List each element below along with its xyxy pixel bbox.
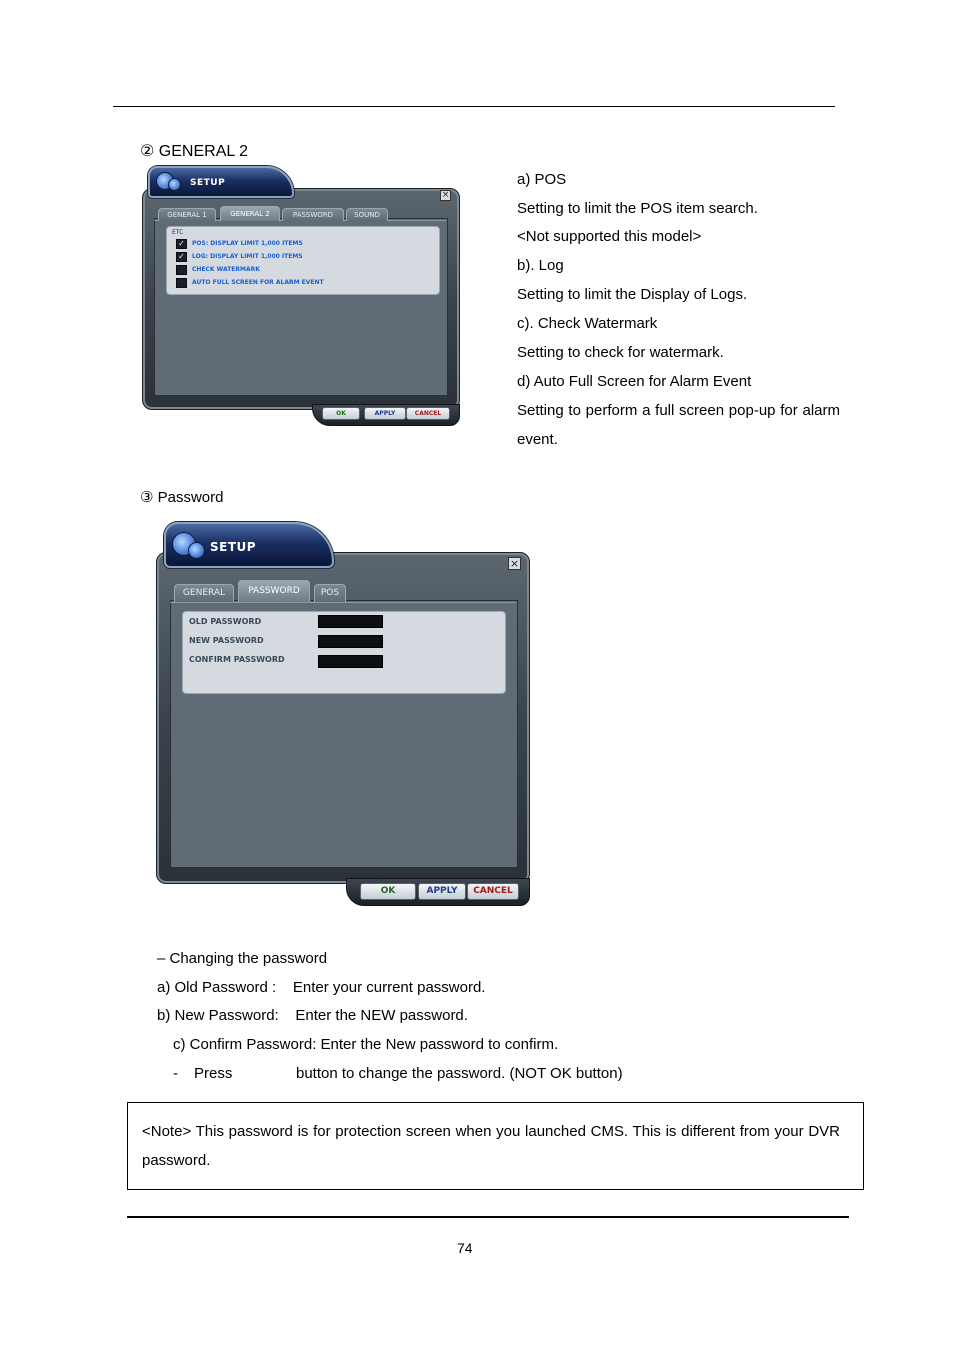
password-heading: ③ Password bbox=[140, 489, 224, 506]
press-dash: - bbox=[173, 1065, 178, 1082]
old-password-field[interactable] bbox=[318, 615, 383, 628]
watermark-description: Setting to check for watermark. bbox=[517, 344, 724, 361]
log-limit-checkbox[interactable]: ✓ bbox=[176, 252, 187, 262]
tab-pos[interactable]: POS bbox=[314, 584, 346, 602]
new-password-instruction: b) New Password: Enter the NEW password. bbox=[157, 1007, 468, 1024]
old-password-label: OLD PASSWORD bbox=[189, 617, 262, 626]
gear-icon-small bbox=[168, 178, 181, 191]
confirm-password-instruction: c) Confirm Password: Enter the New password to confirm. bbox=[173, 1036, 559, 1053]
log-description: Setting to limit the Display of Logs. bbox=[517, 286, 748, 303]
ok-button[interactable]: OK bbox=[322, 407, 360, 420]
footer-rule bbox=[127, 1216, 849, 1218]
note-box bbox=[127, 1102, 864, 1190]
pos-title: a) POS bbox=[517, 171, 567, 188]
ok-button[interactable]: OK bbox=[360, 883, 416, 900]
close-icon[interactable]: × bbox=[441, 190, 450, 200]
log-title: b). Log bbox=[517, 257, 564, 274]
press-instruction-rest: button to change the password. (NOT OK button) bbox=[296, 1065, 623, 1082]
gear-icon-small bbox=[188, 542, 205, 559]
header-rule bbox=[113, 106, 835, 107]
log-limit-label: LOG: DISPLAY LIMIT 1,000 ITEMS bbox=[192, 253, 303, 260]
pos-limit-checkbox[interactable]: ✓ bbox=[176, 239, 187, 249]
apply-button[interactable]: APPLY bbox=[364, 407, 406, 420]
auto-full-screen-title: d) Auto Full Screen for Alarm Event bbox=[517, 373, 752, 390]
page-number: 74 bbox=[457, 1240, 473, 1256]
tab-underline bbox=[170, 602, 516, 603]
new-password-label: NEW PASSWORD bbox=[189, 636, 264, 645]
note-text: <Note> This password is for protection screen when you launched CMS. This is different from your DVR password. bbox=[142, 1123, 840, 1169]
cancel-button[interactable]: CANCEL bbox=[467, 883, 519, 900]
confirm-password-field[interactable] bbox=[318, 655, 383, 668]
password-setup-window bbox=[156, 522, 530, 906]
tab-general-2[interactable]: GENERAL 2 bbox=[220, 206, 280, 221]
tab-sound[interactable]: SOUND bbox=[346, 208, 388, 221]
general2-heading: ② GENERAL 2 bbox=[140, 143, 249, 160]
pos-support-note: <Not supported this model> bbox=[517, 228, 702, 245]
etc-section-label: ETC bbox=[172, 229, 184, 236]
tab-general[interactable]: GENERAL bbox=[174, 584, 234, 602]
auto-full-screen-label: AUTO FULL SCREEN FOR ALARM EVENT bbox=[192, 279, 324, 286]
watermark-title: c). Check Watermark bbox=[517, 315, 658, 332]
cancel-button[interactable]: CANCEL bbox=[406, 407, 450, 420]
watermark-checkbox[interactable] bbox=[176, 265, 187, 275]
tab-password[interactable]: PASSWORD bbox=[238, 580, 310, 602]
close-icon[interactable]: × bbox=[509, 557, 520, 570]
pos-description: Setting to limit the POS item search. bbox=[517, 200, 758, 217]
window-title: SETUP bbox=[190, 178, 226, 188]
apply-button[interactable]: APPLY bbox=[418, 883, 466, 900]
window-title: SETUP bbox=[210, 540, 257, 554]
tab-general-1[interactable]: GENERAL 1 bbox=[158, 208, 216, 221]
old-password-instruction: a) Old Password : Enter your current password. bbox=[157, 979, 486, 996]
watermark-label: CHECK WATERMARK bbox=[192, 266, 260, 273]
change-password-intro: – Changing the password bbox=[157, 950, 328, 967]
confirm-password-label: CONFIRM PASSWORD bbox=[189, 655, 285, 664]
general2-setup-window bbox=[142, 166, 460, 426]
pos-limit-label: POS: DISPLAY LIMIT 1,000 ITEMS bbox=[192, 240, 303, 247]
auto-full-screen-checkbox[interactable] bbox=[176, 278, 187, 288]
press-word: Press bbox=[194, 1065, 233, 1082]
new-password-field[interactable] bbox=[318, 635, 383, 648]
auto-full-screen-description: Setting to perform a full screen pop-up for alarm event. bbox=[517, 402, 840, 448]
tab-password[interactable]: PASSWORD bbox=[282, 208, 344, 221]
